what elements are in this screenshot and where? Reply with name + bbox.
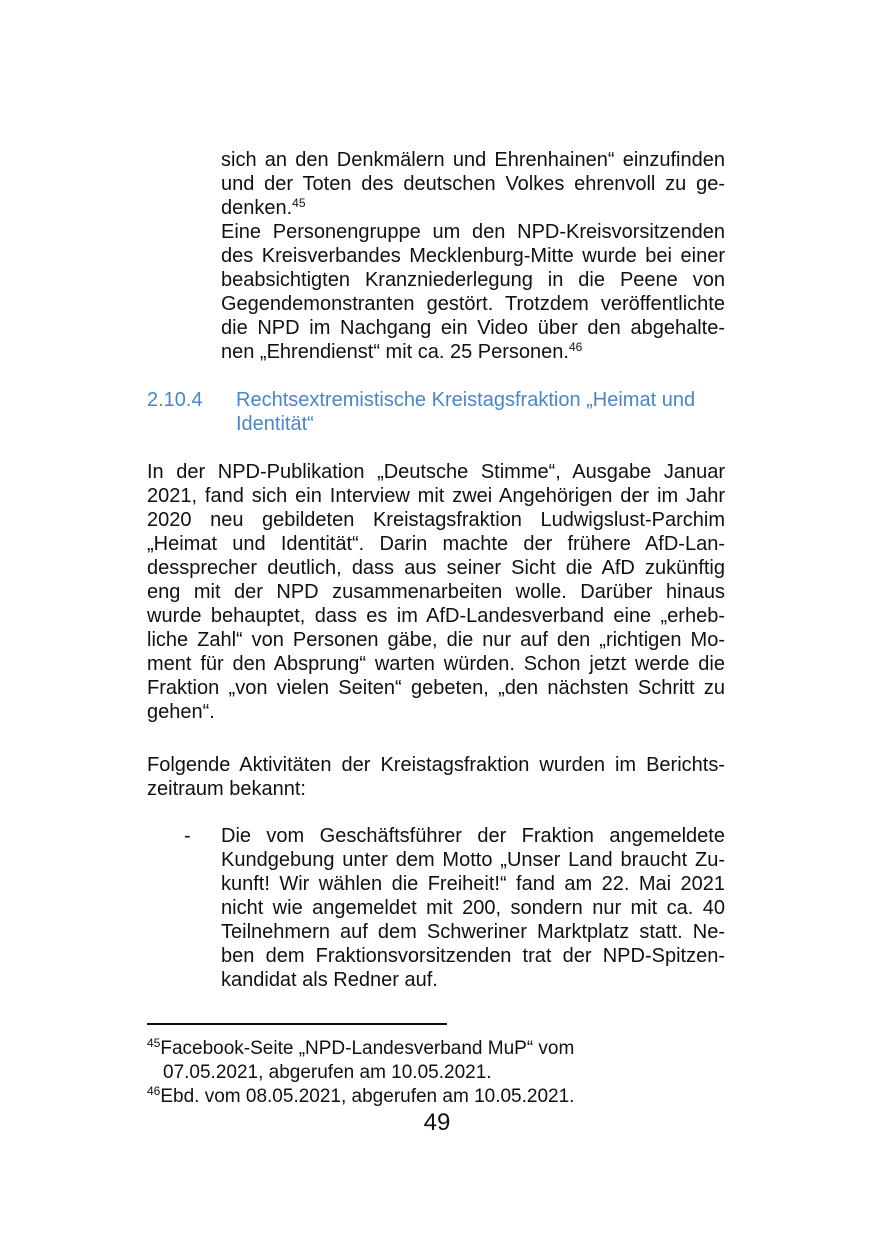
footnote-ref-46[interactable]: 46 [568,340,583,354]
body-line: Gegendemonstranten gestört. Trotzdem veröffentlichte [221,293,725,315]
body-line: „Heimat und Identität“. Darin machte der frühere AfD-Lan- [147,533,725,555]
body-text: denken. [221,197,293,219]
list-item-line: Die vom Geschäftsführer der Fraktion angemeldete [221,825,725,847]
body-line: Folgende Aktivitäten der Kreistagsfraktion wurden im Berichts- [147,754,725,776]
body-line: 2021, fand sich ein Interview mit zwei Angehörigen der im Jahr [147,485,725,507]
body-text: nen „Ehrendienst“ mit ca. 25 Personen. [221,341,569,363]
list-item-line: kandidat als Redner auf. [221,969,438,991]
body-line [221,340,582,364]
footnote-46 [147,1085,574,1109]
body-line: ment für den Absprung“ warten würden. Schon jetzt werde die [147,653,725,675]
body-line: zeitraum bekannt: [147,778,306,800]
page-number: 49 [423,1109,451,1136]
body-line: sich an den Denkmälern und Ehrenhainen“ einzufinden [221,149,725,171]
footnote-45-continuation: 07.05.2021, abgerufen am 10.05.2021. [163,1062,492,1083]
body-line: dessprecher deutlich, dass aus seiner Sicht die AfD zukünftig [147,557,725,579]
body-line: die NPD im Nachgang ein Video über den abgehalte- [221,317,725,339]
body-line: Fraktion „von vielen Seiten“ gebeten, „den nächsten Schritt zu [147,677,725,699]
list-item-line: kunft! Wir wählen die Freiheit!“ fand am 22. Mai 2021 [221,873,725,895]
footnote-ref-45[interactable]: 45 [292,196,306,210]
list-item-line: nicht wie angemeldet mit 200, sondern nur mit ca. 40 [221,897,725,919]
body-line: eng mit der NPD zusammenarbeiten wolle. Darüber hinaus [147,581,725,603]
body-line: Eine Personengruppe um den NPD-Kreisvorsitzenden [221,221,725,243]
list-item-line: Kundgebung unter dem Motto „Unser Land braucht Zu- [221,849,725,871]
body-line: des Kreisverbandes Mecklenburg-Mitte wurde bei einer [221,245,725,267]
section-title-line: Identität“ [236,413,314,435]
footnote-number: 46 [147,1084,161,1098]
body-line: 2020 neu gebildeten Kreistagsfraktion Ludwigslust-Parchim [147,509,725,531]
footnote-number: 45 [147,1036,161,1050]
footnote-separator [147,1023,447,1025]
section-number: 2.10.4 [147,389,203,411]
body-line: In der NPD-Publikation „Deutsche Stimme“, Ausgabe Januar [147,461,725,483]
body-line: beabsichtigten Kranzniederlegung in die Peene von [221,269,725,291]
body-line: und der Toten des deutschen Volkes ehrenvoll zu ge- [221,173,725,195]
body-line: wurde behauptet, dass es im AfD-Landesverband eine „erheb- [147,605,725,627]
footnote-45 [147,1037,574,1061]
body-line: liche Zahl“ von Personen gäbe, die nur auf den „richtigen Mo- [147,629,725,651]
list-item-line: ben dem Fraktionsvorsitzenden trat der NPD-Spitzen- [221,945,725,967]
list-bullet: - [184,825,191,847]
body-line: gehen“. [147,701,215,723]
footnote-text: Facebook-Seite „NPD-Landesverband MuP“ vom [160,1038,575,1059]
list-item-line: Teilnehmern auf dem Schweriner Marktplatz statt. Ne- [221,921,725,943]
body-line [221,196,306,220]
footnote-text: Ebd. vom 08.05.2021, abgerufen am 10.05.2021. [160,1086,575,1107]
section-title-line: Rechtsextremistische Kreistagsfraktion „Heimat und [236,389,696,411]
